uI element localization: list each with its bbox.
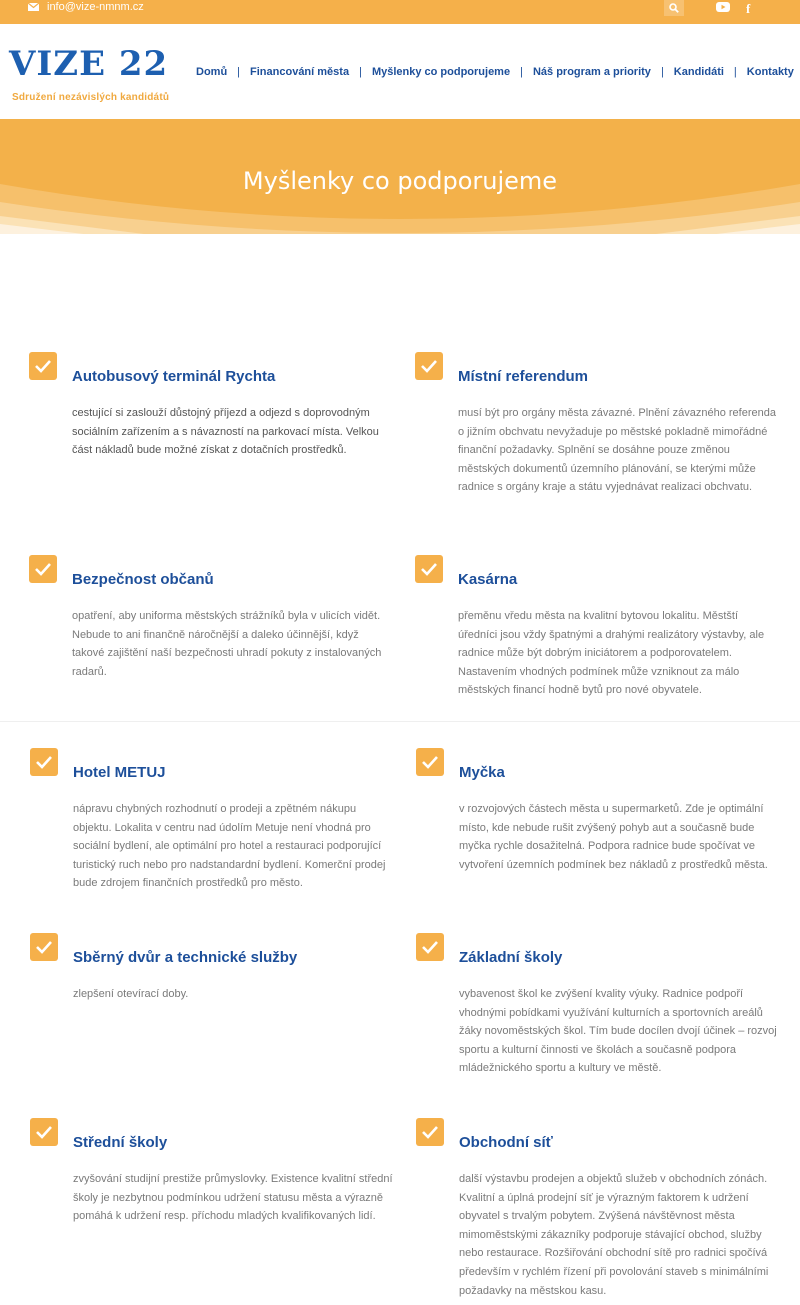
checkmark-icon [29, 555, 57, 583]
nav-item-ideas[interactable]: Myšlenky co podporujeme [371, 66, 511, 78]
nav-item-home[interactable]: Domů [196, 66, 228, 78]
logo-subtitle: Sdružení nezávislých kandidátů [12, 92, 170, 103]
checkmark-icon [416, 933, 444, 961]
checkmark-icon [29, 352, 57, 380]
idea-text: opatření, aby uniforma městských strážníků byla v ulicích vidět. Nebude to ani finančně náročnější a daleko účinnější, když takové zajištění naší bezpečnosti uhradí pokuty z instalovaných radarů. [72, 610, 382, 678]
checkmark-icon [30, 1118, 58, 1146]
nav-item-candidates[interactable]: Kandidáti [673, 66, 724, 78]
checkmark-icon [30, 748, 58, 776]
idea-title: Myčka [459, 764, 505, 781]
nav-separator: | [359, 66, 362, 78]
nav-item-program[interactable]: Náš program a priority [532, 66, 651, 78]
email-link[interactable] [28, 0, 144, 14]
idea-title: Základní školy [459, 949, 563, 966]
idea-text: další výstavbu prodejen a objektů služeb v obchodních zónách. Kvalitní a úplná prodejní síť je výrazným faktorem k udržení obyvatel s trvalým pobytem. Zvýšená návštěvnost města mimoměstskými zákazníky podporuje stávající obchod, služby nebo restaurace. Rozšiřování obchodní sítě pro radnici spočívá především v rychlém řízení při povolování staveb s minimálními požadavky na městskou kasu. [459, 1173, 769, 1297]
checkmark-icon [416, 748, 444, 776]
idea-text: vybavenost škol ke zvýšení kvality výuky. Radnice podpoří vhodnými pobídkami využívání kulturních a sportovních areálů žáky novoměstských škol. Tím bude docílen dvojí účinek – rozvoj sportu a kulturní činnosti ve školách a současně podpora mládežnického sportu a kultury ve městě. [459, 988, 777, 1075]
search-button[interactable] [664, 0, 684, 16]
checkmark-icon [415, 352, 443, 380]
idea-title: Autobusový terminál Rychta [72, 368, 276, 385]
envelope-icon [28, 3, 39, 11]
idea-text: nápravu chybných rozhodnutí o prodeji a zpětném nákupu objektu. Lokalita v centru nad údolím Metuje není vhodná pro sociální bydlení, ale optimální pro hotel a restauraci podporující turistický ruch nebo pro nadstandardní bydlení. Komerční prodej bude zdrojem finančních prostředků pro město. [73, 803, 386, 890]
idea-text: musí být pro orgány města závazné. Plnění závazného referenda o jižním obchvatu nevyžaduje po městské pokladně mimořádné finanční požadavky. Splnění se dosáhne pouze změnou městských dokumentů územního plánování, se kterými může radnice s orgány kraje a státu vyjednávat realizaci obchvatu. [458, 407, 776, 494]
logo-title[interactable]: VIZE 22 [9, 44, 169, 84]
nav-separator: | [733, 66, 737, 78]
search-icon [669, 3, 679, 13]
idea-title: Obchodní síť [459, 1134, 553, 1151]
idea-title: Sběrný dvůr a technické služby [73, 949, 298, 966]
main-nav [186, 66, 794, 78]
section-divider [0, 721, 800, 722]
idea-text: zlepšení otevírací doby. [73, 988, 189, 1000]
idea-text: zvyšování studijní prestiže průmyslovky. Existence kvalitní střední školy je nezbytnou podmínkou udržení statusu města a výrazně pomáhá k udržení resp. příchodu mladých kvalifikovaných lidí. [73, 1173, 393, 1223]
idea-title: Kasárna [458, 571, 518, 588]
idea-text: cestující si zaslouží důstojný příjezd a odjezd s doprovodným sociálním zařízením a s návazností na parkovací místa. Velkou část nákladů bude možné získat z dotačních prostředků. [72, 407, 379, 457]
nav-separator: | [660, 66, 664, 78]
page-title: Myšlenky co podporujeme [242, 167, 558, 195]
checkmark-icon [30, 933, 58, 961]
page-banner [0, 119, 800, 234]
site-header [0, 24, 800, 120]
nav-item-financing[interactable]: Financování města [250, 66, 350, 78]
idea-title: Místní referendum [458, 368, 589, 385]
nav-separator: | [237, 66, 241, 78]
checkmark-icon [415, 555, 443, 583]
idea-text: v rozvojových částech města u supermarketů. Zde je optimální místo, kde nebude rušit zvýšený pohyb aut a současně bude myčka rychle dosažitelná. Podpora radnice bude spočívat ve vytvoření územních podmínek bez nákladů z prostředků města. [459, 803, 768, 871]
youtube-icon[interactable] [716, 2, 730, 12]
facebook-icon[interactable]: f [746, 1, 751, 16]
checkmark-icon [416, 1118, 444, 1146]
idea-title: Hotel METUJ [73, 764, 166, 781]
nav-item-contacts[interactable]: Kontakty [746, 66, 794, 78]
idea-title: Bezpečnost občanů [72, 571, 214, 588]
nav-separator: | [520, 66, 523, 78]
idea-title: Střední školy [73, 1134, 168, 1151]
email-text[interactable]: info@vize-nmnm.cz [47, 1, 144, 13]
idea-text: přeměnu vředu města na kvalitní bytovou lokalitu. Městští úředníci jsou vždy špatnými a drahými realizátory výstavby, ale radnice může být dobrým iniciátorem a podporovatelem. Nastavením vhodných podmínek může vzniknout za málo městských financí hodně bytů pro nové obyvatele. [458, 610, 765, 697]
top-bar [0, 0, 800, 24]
